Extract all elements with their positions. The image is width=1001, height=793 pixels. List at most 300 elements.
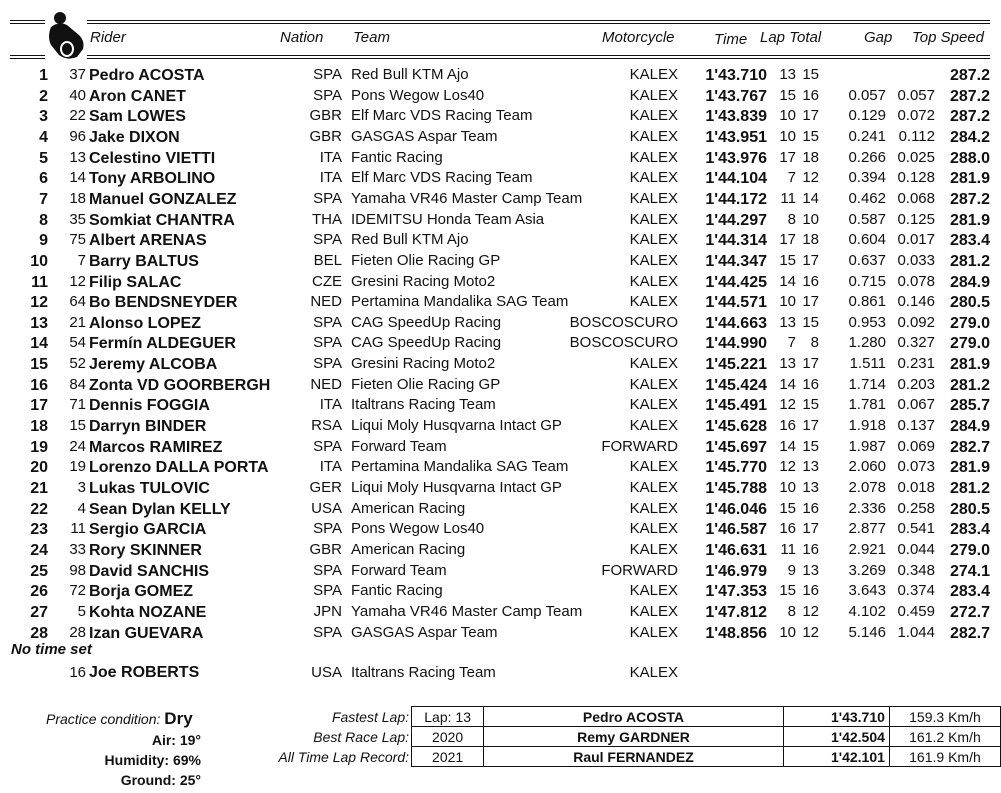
rider-motorcycle: KALEX (629, 86, 678, 104)
rider-nation: SPA (313, 189, 342, 207)
rider-number: 96 (69, 127, 86, 145)
rider-number: 84 (69, 375, 86, 393)
gap-to-previous: 0.137 (897, 417, 935, 435)
best-lap-number: 12 (779, 458, 796, 476)
table-row (0, 169, 1001, 189)
lap-time: 1'44.990 (705, 335, 767, 353)
gap-to-first: 0.637 (848, 251, 886, 269)
table-row-no-time (0, 664, 1001, 684)
rider-name: Borja GOMEZ (89, 583, 194, 601)
rider-nation: GBR (309, 127, 342, 145)
gap-to-first: 2.877 (848, 520, 886, 538)
gap-to-previous: 0.146 (897, 293, 935, 311)
no-time-set-label: No time set (11, 641, 92, 658)
header-top-line-2 (10, 23, 45, 24)
lap-time: 1'46.046 (705, 500, 767, 518)
top-speed: 279.0 (949, 335, 990, 353)
gap-to-first: 1.280 (848, 334, 886, 352)
rider-name: Pedro ACOSTA (89, 67, 205, 84)
rider-position: 20 (30, 459, 48, 477)
lap-time: 1'43.767 (705, 87, 767, 105)
rider-position: 17 (30, 397, 48, 415)
rider-motorcycle: KALEX (629, 272, 678, 290)
total-laps: 16 (802, 582, 819, 600)
rider-nation: THA (312, 210, 342, 228)
top-speed: 283.4 (949, 521, 990, 539)
best-lap-number: 17 (779, 148, 796, 166)
rider-position: 23 (30, 521, 48, 539)
rider-motorcycle: KALEX (629, 355, 678, 373)
total-laps: 15 (802, 66, 819, 83)
rider-position: 1 (39, 67, 48, 84)
best-lap-number: 9 (787, 561, 796, 579)
table-row (0, 438, 1001, 458)
top-speed: 281.9 (949, 170, 990, 188)
rider-position: 18 (30, 418, 48, 436)
lap-time: 1'44.297 (705, 211, 767, 229)
top-speed: 287.2 (949, 87, 990, 105)
practice-condition (46, 709, 193, 729)
table-row (0, 520, 1001, 540)
lap-time: 1'44.314 (705, 232, 767, 250)
rider-name: Zonta VD GOORBERGH (89, 376, 271, 394)
rider-number: 5 (77, 602, 86, 620)
record-row-best-race-lap (412, 727, 1001, 747)
rider-team: Elf Marc VDS Racing Team (351, 107, 533, 125)
lap-time: 1'46.631 (705, 541, 767, 559)
record-row-all-time (412, 747, 1001, 767)
rider-position: 24 (30, 541, 48, 559)
top-speed: 284.9 (949, 273, 990, 291)
rider-team: Pertamina Mandalika SAG Team (351, 293, 569, 311)
rider-nation: SPA (313, 86, 342, 104)
table-row (0, 479, 1001, 499)
record-time: 1'42.101 (783, 747, 889, 767)
gap-to-previous: 0.128 (897, 169, 935, 187)
rider-team: Italtrans Racing Team (351, 664, 496, 681)
rider-number: 4 (77, 499, 86, 517)
rider-position: 10 (30, 252, 48, 270)
gap-to-first: 0.462 (848, 189, 886, 207)
table-row (0, 500, 1001, 520)
best-race-lap-label: Best Race Lap: (313, 729, 409, 745)
rider-number: 16 (69, 664, 86, 681)
rider-nation: JPN (313, 602, 342, 620)
gap-to-first: 0.953 (848, 313, 886, 331)
rider-name: Rory SKINNER (89, 541, 202, 559)
rider-motorcycle: KALEX (629, 169, 678, 187)
record-time: 1'43.710 (783, 707, 889, 727)
rider-team: CAG SpeedUp Racing (351, 313, 502, 331)
rider-team: Red Bull KTM Ajo (351, 231, 469, 249)
table-row (0, 293, 1001, 313)
rider-nation: NED (310, 375, 342, 393)
top-speed: 279.0 (949, 314, 990, 332)
rider-number: 3 (77, 479, 86, 496)
lap-time: 1'47.353 (705, 583, 767, 601)
table-row (0, 314, 1001, 334)
top-speed: 284.9 (949, 418, 990, 436)
rider-team: Fantic Racing (351, 582, 443, 600)
rider-number: 14 (69, 169, 86, 187)
rider-name: Jeremy ALCOBA (89, 356, 218, 374)
gap-to-first: 0.129 (848, 107, 886, 125)
lap-time: 1'48.856 (705, 624, 767, 642)
rider-motorcycle: FORWARD (601, 561, 678, 579)
rider-position: 11 (31, 273, 48, 291)
rider-motorcycle: KALEX (629, 231, 678, 249)
best-lap-number: 11 (780, 189, 796, 207)
table-row (0, 87, 1001, 107)
rider-motorcycle: KALEX (629, 210, 678, 228)
table-row (0, 562, 1001, 582)
total-laps: 15 (802, 396, 819, 414)
best-lap-number: 10 (779, 293, 796, 311)
rider-position: 28 (30, 624, 48, 642)
rider-motorcycle: FORWARD (601, 437, 678, 455)
rider-nation: SPA (313, 231, 342, 249)
gap-to-previous: 0.073 (897, 458, 935, 476)
total-laps: 13 (802, 458, 819, 476)
rider-name: Filip SALAC (89, 273, 182, 291)
rider-motorcycle: BOSCOSCURO (569, 334, 678, 352)
rider-name: Sam LOWES (89, 108, 186, 126)
top-speed: 281.9 (949, 356, 990, 374)
top-speed: 272.7 (949, 603, 990, 621)
top-speed: 287.2 (949, 190, 990, 208)
gap-to-first: 0.861 (848, 293, 886, 311)
total-laps: 16 (802, 375, 819, 393)
best-lap-number: 10 (779, 623, 796, 641)
lap-time: 1'44.425 (705, 273, 767, 291)
table-row (0, 211, 1001, 231)
best-lap-number: 13 (779, 66, 796, 83)
table-row (0, 190, 1001, 210)
best-lap-number: 7 (787, 334, 796, 352)
gap-to-previous: 0.017 (897, 231, 935, 249)
table-row (0, 603, 1001, 623)
record-row-fastest-lap (412, 707, 1001, 727)
rider-number: 72 (69, 582, 86, 600)
rider-team: Fieten Olie Racing GP (351, 375, 501, 393)
ground-temp: Ground: 25° (120, 772, 201, 788)
gap-to-previous: 0.092 (897, 313, 935, 331)
rider-motorcycle: KALEX (629, 582, 678, 600)
gap-to-previous: 1.044 (897, 623, 935, 641)
rider-position: 12 (30, 294, 48, 312)
rider-position: 14 (30, 335, 48, 353)
lap-time: 1'43.976 (705, 149, 767, 167)
table-row (0, 355, 1001, 375)
rider-team: Forward Team (351, 437, 447, 455)
gap-to-previous: 0.231 (897, 355, 935, 373)
rider-position: 8 (39, 211, 48, 229)
top-speed: 287.2 (949, 108, 990, 126)
rider-position: 22 (30, 500, 48, 518)
total-laps: 17 (802, 293, 819, 311)
rider-number: 7 (77, 251, 86, 269)
rider-position: 26 (30, 583, 48, 601)
rider-number: 33 (69, 540, 86, 558)
record-lap: Lap: 13 (412, 707, 484, 727)
top-speed: 281.2 (949, 480, 990, 497)
table-row (0, 417, 1001, 437)
fastest-lap-label: Fastest Lap: (331, 709, 409, 725)
rider-nation: ITA (319, 148, 342, 166)
record-rider: Pedro ACOSTA (484, 707, 783, 727)
best-lap-number: 14 (779, 272, 796, 290)
rider-name: Sean Dylan KELLY (89, 500, 231, 518)
best-lap-number: 11 (780, 540, 796, 558)
rider-position: 7 (39, 190, 48, 208)
rider-team: Gresini Racing Moto2 (351, 355, 496, 373)
rider-position: 5 (39, 149, 48, 167)
rider-number: 22 (69, 107, 86, 125)
gap-to-previous: 0.068 (897, 189, 935, 207)
lap-time: 1'44.172 (705, 190, 767, 208)
all-time-lap-record-label: All Time Lap Record: (278, 749, 409, 765)
top-speed: 282.7 (949, 438, 990, 456)
table-row (0, 582, 1001, 602)
record-rider: Remy GARDNER (484, 727, 783, 747)
rider-number: 75 (69, 231, 86, 249)
rider-nation: GER (309, 479, 342, 496)
total-laps: 15 (802, 313, 819, 331)
rider-name: Fermín ALDEGUER (89, 335, 236, 353)
best-lap-number: 12 (779, 396, 796, 414)
rider-motorcycle: KALEX (629, 499, 678, 517)
total-laps: 16 (802, 540, 819, 558)
motorcycle-rider-icon (45, 11, 87, 61)
rider-name: Sergio GARCIA (89, 521, 207, 539)
rider-nation: USA (311, 499, 342, 517)
rider-number: 24 (69, 437, 86, 455)
rider-nation: NED (310, 293, 342, 311)
rider-number: 12 (69, 272, 86, 290)
rider-nation: ITA (319, 169, 342, 187)
gap-to-first: 4.102 (848, 602, 886, 620)
gap-to-first: 3.269 (848, 561, 886, 579)
best-lap-number: 14 (779, 375, 796, 393)
rider-team: Forward Team (351, 561, 447, 579)
total-laps: 10 (802, 210, 819, 228)
rider-motorcycle: KALEX (629, 623, 678, 641)
gap-to-previous: 0.112 (898, 127, 935, 145)
rider-position: 9 (39, 232, 48, 250)
rider-nation: SPA (313, 561, 342, 579)
total-laps: 16 (802, 86, 819, 104)
records-table (411, 706, 1001, 767)
rider-position: 25 (30, 562, 48, 580)
rider-team: Pertamina Mandalika SAG Team (351, 458, 569, 476)
col-header-lap-total: Lap Total (760, 29, 822, 46)
total-laps: 12 (802, 602, 819, 620)
header-bottom-line-4 (87, 58, 990, 59)
lap-time: 1'43.951 (705, 128, 767, 146)
gap-to-first: 1.714 (848, 375, 886, 393)
best-lap-number: 10 (779, 107, 796, 125)
rider-number: 15 (69, 417, 86, 435)
gap-to-previous: 0.067 (897, 396, 935, 414)
total-laps: 12 (802, 169, 819, 187)
best-lap-number: 10 (779, 127, 796, 145)
rider-nation: SPA (313, 355, 342, 373)
lap-time: 1'45.221 (705, 356, 767, 374)
rider-team: Pons Wegow Los40 (351, 86, 485, 104)
table-row (0, 66, 1001, 86)
rider-team: American Racing (351, 540, 466, 558)
table-row (0, 273, 1001, 293)
rider-nation: SPA (313, 313, 342, 331)
best-lap-number: 8 (787, 602, 796, 620)
total-laps: 13 (802, 479, 819, 496)
rider-nation: SPA (313, 582, 342, 600)
table-row (0, 231, 1001, 251)
rider-nation: SPA (313, 520, 342, 538)
header-top-line-1 (10, 20, 45, 21)
rider-nation: USA (311, 664, 342, 681)
rider-name: Barry BALTUS (89, 252, 199, 270)
rider-nation: BEL (313, 251, 342, 269)
lap-time: 1'45.424 (705, 376, 767, 394)
rider-name: Dennis FOGGIA (89, 397, 210, 415)
total-laps: 13 (802, 561, 819, 579)
table-row (0, 624, 1001, 644)
gap-to-previous: 0.258 (897, 499, 935, 517)
best-lap-number: 15 (779, 86, 796, 104)
gap-to-previous: 0.078 (897, 272, 935, 290)
gap-to-first: 1.987 (848, 437, 886, 455)
rider-number: 21 (69, 313, 86, 331)
lap-time: 1'44.663 (705, 314, 767, 332)
rider-nation: SPA (313, 66, 342, 83)
top-speed: 283.4 (949, 232, 990, 250)
rider-motorcycle: KALEX (629, 458, 678, 476)
lap-time: 1'45.697 (705, 438, 767, 456)
gap-to-previous: 0.327 (897, 334, 935, 352)
rider-name: Lorenzo DALLA PORTA (89, 459, 269, 477)
top-speed: 285.7 (949, 397, 990, 415)
top-speed: 279.0 (949, 541, 990, 559)
lap-time: 1'44.571 (705, 294, 767, 312)
rider-name: Aron CANET (89, 87, 186, 105)
rider-position: 4 (39, 128, 48, 146)
rider-name: Celestino VIETTI (89, 149, 216, 167)
gap-to-previous: 0.033 (897, 251, 935, 269)
table-row (0, 396, 1001, 416)
rider-team: CAG SpeedUp Racing (351, 334, 502, 352)
record-rider: Raul FERNANDEZ (484, 747, 783, 767)
top-speed: 287.2 (949, 67, 990, 84)
total-laps: 8 (810, 334, 819, 352)
top-speed: 281.2 (949, 376, 990, 394)
rider-team: American Racing (351, 499, 466, 517)
rider-nation: GBR (309, 540, 342, 558)
rider-motorcycle: KALEX (629, 66, 678, 83)
rider-motorcycle: KALEX (629, 602, 678, 620)
rider-name: Alonso LOPEZ (89, 314, 201, 332)
rider-motorcycle: KALEX (629, 396, 678, 414)
rider-team: Liqui Moly Husqvarna Intact GP (351, 417, 562, 435)
lap-time: 1'44.104 (705, 170, 767, 188)
rider-number: 35 (69, 210, 86, 228)
table-row (0, 458, 1001, 478)
rider-number: 52 (69, 355, 86, 373)
gap-to-first: 0.241 (848, 127, 886, 145)
table-row (0, 541, 1001, 561)
rider-number: 18 (69, 189, 86, 207)
rider-name: Bo BENDSNEYDER (89, 294, 238, 312)
total-laps: 17 (802, 520, 819, 538)
record-speed: 161.9 Km/h (889, 747, 1000, 767)
gap-to-first: 0.604 (848, 231, 886, 249)
best-lap-number: 15 (779, 251, 796, 269)
best-lap-number: 13 (779, 355, 796, 373)
lap-time: 1'47.812 (705, 603, 767, 621)
top-speed: 283.4 (949, 583, 990, 601)
gap-to-previous: 0.072 (897, 107, 935, 125)
rider-number: 98 (69, 561, 86, 579)
rider-motorcycle: KALEX (629, 189, 678, 207)
gap-to-previous: 0.044 (897, 540, 935, 558)
table-row (0, 252, 1001, 272)
top-speed: 281.2 (949, 252, 990, 270)
rider-nation: GBR (309, 107, 342, 125)
best-lap-number: 16 (779, 520, 796, 538)
rider-motorcycle: KALEX (629, 417, 678, 435)
rider-motorcycle: KALEX (629, 375, 678, 393)
gap-to-first: 1.511 (849, 355, 886, 373)
table-row (0, 334, 1001, 354)
gap-to-first: 2.060 (848, 458, 886, 476)
col-header-nation: Nation (280, 29, 324, 46)
gap-to-previous: 0.459 (897, 602, 935, 620)
rider-motorcycle: KALEX (629, 479, 678, 496)
rider-number: 54 (69, 334, 86, 352)
rider-motorcycle: KALEX (629, 540, 678, 558)
rider-motorcycle: BOSCOSCURO (569, 313, 678, 331)
rider-team: IDEMITSU Honda Team Asia (351, 210, 545, 228)
gap-to-previous: 0.348 (897, 561, 935, 579)
rider-motorcycle: KALEX (629, 664, 678, 681)
rider-position: 13 (30, 314, 48, 332)
col-header-top-speed: Top Speed (912, 29, 985, 46)
rider-nation: CZE (312, 272, 342, 290)
lap-time: 1'43.839 (705, 108, 767, 126)
total-laps: 15 (802, 127, 819, 145)
rider-team: Red Bull KTM Ajo (351, 66, 469, 83)
rider-name: Jake DIXON (89, 128, 180, 146)
gap-to-previous: 0.057 (897, 86, 935, 104)
rider-team: Yamaha VR46 Master Camp Team (351, 189, 583, 207)
rider-team: Yamaha VR46 Master Camp Team (351, 602, 583, 620)
practice-condition-value: Dry (164, 709, 193, 728)
gap-to-previous: 0.374 (897, 582, 935, 600)
best-lap-number: 7 (787, 169, 796, 187)
rider-number: 13 (69, 148, 86, 166)
top-speed: 282.7 (949, 624, 990, 642)
rider-motorcycle: KALEX (629, 107, 678, 125)
best-lap-number: 17 (779, 231, 796, 249)
record-speed: 161.2 Km/h (889, 727, 1000, 747)
rider-position: 15 (30, 356, 48, 374)
rider-name: Lukas TULOVIC (89, 480, 210, 497)
rider-team: Fantic Racing (351, 148, 443, 166)
rider-position: 27 (30, 603, 48, 621)
gap-to-first: 2.078 (848, 479, 886, 496)
total-laps: 17 (802, 417, 819, 435)
rider-motorcycle: KALEX (629, 293, 678, 311)
